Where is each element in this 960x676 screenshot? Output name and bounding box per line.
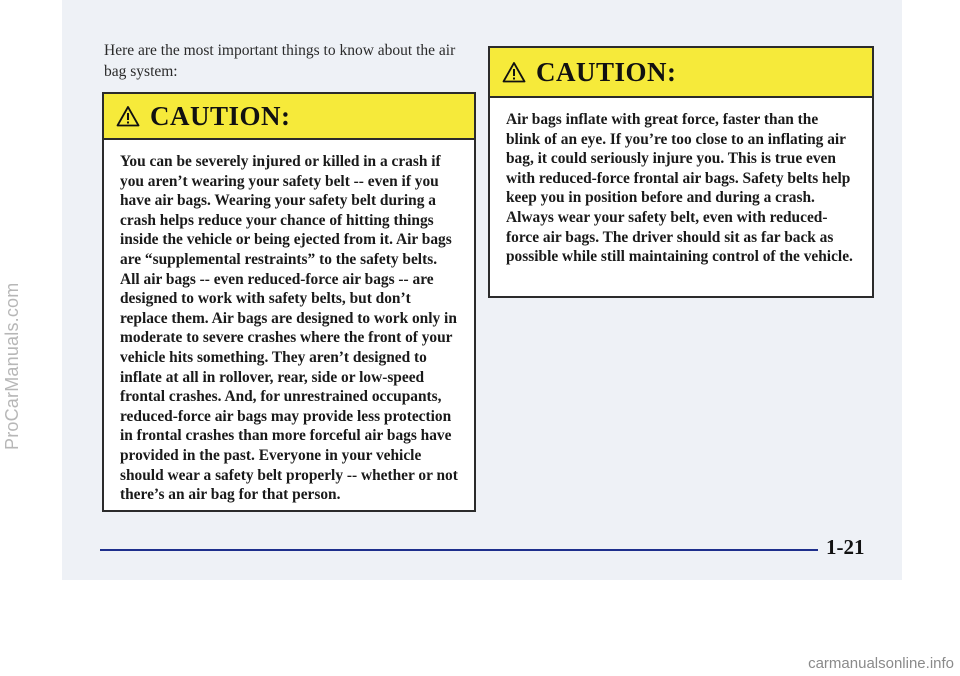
caution-body: You can be severely injured or killed in a crash if you aren’t wearing your safety belt -- even if you have air bags. Wearing your safety belt during a crash helps reduce your chance of hitting things inside the vehicle or being ejected from it. Air bags are “supplemental restraints” to the safety belts. All air bags -- even reduced-force air bags -- are designed to work with safety belts, but don’t replace them. Air bags are designed to work only in moderate to severe crashes where the front of your vehicle hits something. They aren’t designed to inflate at all in rollover, rear, side or low-speed frontal crashes. And, for unrestrained occupants, reduced-force air bags may provide less protection in frontal crashes than more forceful air bags have provided in the past. Everyone in your vehicle should wear a safety belt properly -- whether or not there’s an air bag for that person.: [120, 153, 458, 504]
bottom-watermark: carmanualsonline.info: [808, 655, 954, 672]
caution-header: [490, 48, 872, 98]
caution-title: CAUTION:: [536, 56, 677, 87]
caution-box-right: [488, 46, 874, 298]
page-number: 1-21: [826, 535, 865, 559]
footer-rule: [100, 549, 818, 551]
warning-triangle-icon: [116, 105, 140, 127]
caution-box-left: [102, 92, 476, 512]
intro-paragraph: Here are the most important things to know about the air bag system:: [104, 42, 456, 80]
sidebar-watermark: ProCarManuals.com: [2, 282, 22, 450]
caution-header: [104, 94, 474, 140]
warning-triangle-icon: [502, 61, 526, 83]
caution-body: Air bags inflate with great force, faster than the blink of an eye. If you’re too close to an inflating air bag, it could seriously injure you. This is true even with reduced-force frontal air bags. Safety belts help keep you in position before and during a crash. Always wear your safety belt, even with reduced-force air bags. The driver should sit as far back as possible while still maintaining control of the vehicle.: [506, 111, 853, 266]
caution-title: CAUTION:: [150, 100, 291, 131]
